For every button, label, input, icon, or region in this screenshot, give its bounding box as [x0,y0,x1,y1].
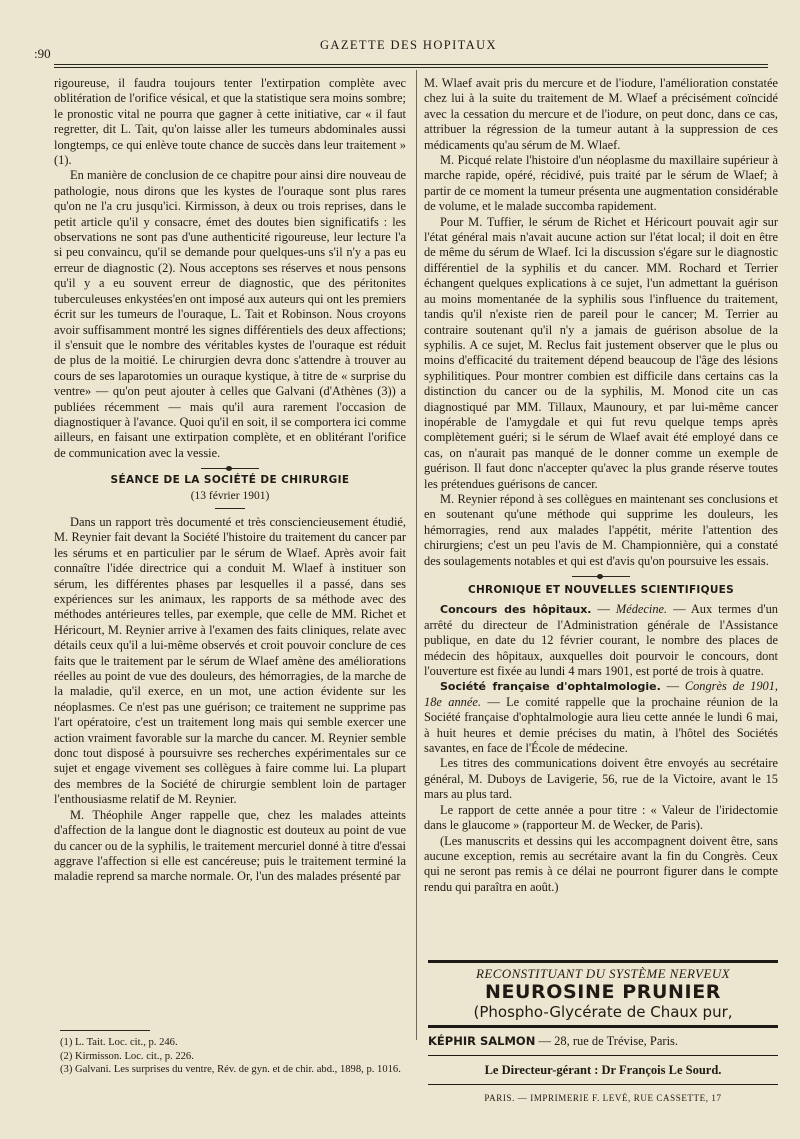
advertisement [428,960,778,1103]
footnote-rule [60,1030,150,1031]
ad-kephir-address: — 28, rue de Trévise, Paris. [535,1034,679,1048]
right-paragraph-6: Le rapport de cette année a pour titre : « Valeur de l'iridectomie dans le glaucome » (rapporteur M. de Wecker, de Paris). [424,802,778,833]
left-paragraph-2: En manière de conclusion de ce chapitre pour ainsi dire nouveau de pathologie, nous dirons que les kystes de l'ouraque sont plus rares qu'on ne l'a cru jusqu'ici. Kirmisson, à deux ou trois reprises, dans le petit article qu'il y consacre, émet des doutes bien significatifs : les observations ne sont pas d'une authenticité rigoureuse, leur lecture l'a si peu convaincu, qu'il se demande pour quelques-uns s'il n'y a pas eu erreur de diagnostic (2). Nous acceptons ses réserves et nous pensons qu'il y a eu souvent erreur de diagnostic, que des péritonites tuberculeuses enkystées'en ont imposé aux auteurs qui ont les premiers écrit sur les tumeurs de l'ouraque, L. Tait et Robinson. Nous croyons avoir suffisamment montré les signes différentiels des deux affections; il s'ensuit que le nombre des véritables kystes de l'ouraque est réduit de plus de la moitié. Le chirurgien devra donc s'attendre à trouver au cours de ses laparotomies un ouraque kystique, à titre de « surprise du ventre» — qu'on peut ajouter à celles que Galvani (d'Athènes (3)) a publiées récemment — mais qu'il aura rarement l'occasion de diagnostiquer à l'avance. Quoi qu'il en soit, il se comportera ici comme ailleurs, en faisant une extirpation complète, et en oblitérant l'orifice de communication avec la vessie. [54,168,406,460]
concours-item: Concours des hôpitaux. — Médecine. — Aux termes d'un arrêté du directeur de l'Administration générale de l'Assistance publique, en date du 12 février courant, le nombre des places de médecin des hôpitaux, auxquelles doit pourvoir le concours, dont l'ouverture est fixée au lundi 4 mars 1901, est porté de trois à quatre. [424,602,778,679]
ad-line-3: (Phospho-Glycérate de Chaux pur, [473,1003,733,1021]
right-column [424,76,778,895]
left-paragraph-4: M. Théophile Anger rappelle que, chez les malades atteints d'affection de la langue dont le diagnostic est douteux au point de vue du cancer ou de la syphilis, le traitement mercuriel donné à titre d'essai aggrave l'affection si elle est cancéreuse; puis le traitement terminé la maladie reprend sa marche normale. Or, l'un des malades présenté par [54,807,406,884]
societe-text: Le comité rappelle que la prochaine réunion de la Société française d'ophtalmologie aura lieu cette année le lundi 6 mai, à huit heures et demie précises du matin, à l'hôtel des Sociétés savantes, en face de l'École de médecine. [424,694,778,756]
left-paragraph-1: rigoureuse, il faudra toujours tenter l'extirpation complète avec oblitération de l'orifice vésical, et que la statistique sera moins sombre; le pronostic vital ne pourra que gagner à cette initiative, car « il faut regretter, dit L. Tait, qu'on laisse aller les tumeurs abdominales aussi longtemps, ce qui enlève toute chance de succès dans leur traitement » (1). [54,76,406,168]
ad-rule-middle [428,1025,778,1028]
right-paragraph-2: M. Picqué relate l'histoire d'un néoplasme du maxillaire supérieur à marche rapide, opéré, récidivé, puis traité par le sérum de Wlaef; à partir de ce moment la tumeur présenta une augmentation considérable de volume, et le malade succomba rapidement. [424,153,778,214]
gerant-rule [428,1084,778,1085]
right-paragraph-4: M. Reynier répond à ses collègues en maintenant ses conclusions et en soutenant qu'une méthode qui supprime les douleurs, les hémorragies, rend aux malades l'appétit, mérite l'attention des chirurgiens; c'est un peu l'avis de M. Championnière, qui a constaté des soulagements notables et qui est d'avis qu'on poursuive les essais. [424,491,778,568]
societe-source: Congrès de 1901, 18e année. [424,679,779,709]
ad-line-4 [428,1034,778,1049]
left-paragraph-3: Dans un rapport très documenté et très consciencieusement étudié, M. Reynier fait devant la Société l'histoire du traitement du cancer par les sérums et en particulier par le sérum de Wlaef. Après avoir fait connaître l'idée directrice qui a conduit M. Wlaef à instituer son sérum, les différentes phases par lesquelles il a passé, dans ses expériences sur les animaux, les rapports de sa méthode avec des méthodes antérieures telles, par exemple, que celle de MM. Richet et Héricourt, M. Reynier arrive à l'examen des faits cliniques, relate avec détails ceux qu'il a lui-même observés et croit pouvoir conclure de ces faits que le traitement par le sérum de Wlaef amène des améliorations réelles au point de vue des douleurs, des hémorragies, de la marche de la maladie, qu'il exerce, en un mot, une action évidente sur les néoplasmes. Ce n'est pas une guérison; ce traitement ne supprime pas l'art opératoire, c'est un traitement long mais qui semble exercer une action vraiment favorable sur la marche du cancer. M. Reynier semble donc tout disposé à poursuivre ses recherches expérimentales sur ce sujet et engage vivement ses collègues à faire comme lui. La plupart des membres de la Société de chirurgie semblent loin de partager l'enthousiasme relatif de M. Reynier. [54,514,406,807]
concours-source: Médecine. [615,602,668,617]
ad-rule-bottom [428,1055,778,1056]
societe-item: Société française d'ophtalmologie. — Congrès de 1901, 18e année. — Le comité rappelle que la prochaine réunion de la Société française d'ophtalmologie aura lieu cette année le lundi 6 mai, à huit heures et demie précises du matin, à l'hôtel des Sociétés savantes, en face de l'École de médecine. [424,679,779,756]
ad-kephir: KÉPHIR SALMON [428,1034,536,1048]
right-paragraph-7: (Les manuscrits et dessins qui les accompagnent doivent être, sans aucune exception, remis au secrétaire avant la fin du Congrès. Ceux qui ne seront pas remis à ce délai ne pourront figurer dans le compte rendu qui paraîtra en août.) [424,833,778,894]
section-separator [201,468,259,469]
imprint: PARIS. — IMPRIMERIE F. LEVÉ, RUE CASSETTE, 17 [484,1093,722,1103]
header-rule-2 [54,67,768,68]
ad-line-1: RECONSTITUANT DU SYSTÈME NERVEUX [476,966,730,981]
footnote-2: (2) Kirmisson. Loc. cit., p. 226. [60,1050,194,1062]
ad-line-2: NEUROSINE PRUNIER [484,981,722,1003]
footnote-3: (3) Galvani. Les surprises du ventre, Rév. de gyn. et de chir. abd., 1898, p. 1016. [60,1064,401,1076]
running-title: GAZETTE DES HOPITAUX [320,38,497,52]
page-number: :90 [34,46,51,61]
concours-title: Concours des hôpitaux. [440,603,592,617]
left-column [54,76,406,885]
seance-title: SÉANCE DE LA SOCIÉTÉ DE CHIRURGIE [110,474,350,487]
ad-rule-top [428,960,778,963]
footnote-1: (1) L. Tait. Loc. cit., p. 246. [60,1037,178,1048]
chronique-title: CHRONIQUE ET NOUVELLES SCIENTIFIQUES [467,584,735,596]
column-divider [416,70,417,1040]
right-paragraph-5: Les titres des communications doivent être envoyés au secrétaire général, M. Duboys de Lavigerie, 56, rue de la Victoire, avant le 15 mars au plus tard. [424,756,778,802]
small-rule [215,508,245,509]
right-paragraph-3: Pour M. Tuffier, le sérum de Richet et Héricourt pouvait agir sur l'état général mais n'avait aucune action sur l'état local; il doit en être de même du sérum de Wlaef. Ici la discussion s'égare sur le diagnostic différentiel de la syphilis et du cancer. MM. Rochard et Terrier échangent quelques explications à ce sujet, l'un admettant la guérison au moins momentanée de la syphilis sous l'influence du traitement, tandis qu'il n'existe rien de pareil pour le cancer; M. Terrier au contraire soutenant qu'il n'y a jamais de guérison absolue de la syphilis. A ce sujet, M. Reclus fait justement observer que le plus ou moins d'efficacité du traitement dépend beaucoup de l'âge des lésions syphilitiques. Pour montrer combien est difficile dans certains cas la distinction du cancer ou de la syphilis, M. Monod cite un cas diagnostiqué par MM. Tillaux, Maunoury, et par lui-même cancer inopérable de l'amygdale et qui fut revu quelque temps après complètement guéri; si le sérum de Wlaef avait été employé dans ce cas, on n'aurait pas manqué de le donner comme un exemple de guérison. Il faut donc n'accepter qu'avec la plus grande réserve toutes les prétendues guérisons de cancer. [424,214,778,491]
right-paragraph-1: M. Wlaef avait pris du mercure et de l'iodure, l'amélioration constatée chez lui à la suite du traitement de M. Wlaef a précisément coïncidé avec la cessation du mercure et de l'iodure, on peut donc, dans ce cas, attribuer la régression de la tumeur autant à la suppression de ces médicaments qu'au sérum de M. Wlaef. [424,76,778,152]
seance-date: (13 février 1901) [190,489,270,502]
directeur-gerant: Le Directeur-gérant : Dr François Le Sourd. [484,1063,722,1077]
chronique-separator [572,576,630,577]
header-rule [54,64,768,65]
societe-title: Société française d'ophtalmologie. [440,680,661,694]
footnotes [60,1036,410,1077]
concours-text: Aux termes d'un arrêté du directeur de l'Administration générale de l'Assistance publique, en date du 12 février courant, le nombre des places de médecin des hôpitaux, auxquelles doit pourvoir le concours, dont l'ouverture est fixée au lundi 4 mars 1901, est porté de trois à quatre. [424,602,778,679]
